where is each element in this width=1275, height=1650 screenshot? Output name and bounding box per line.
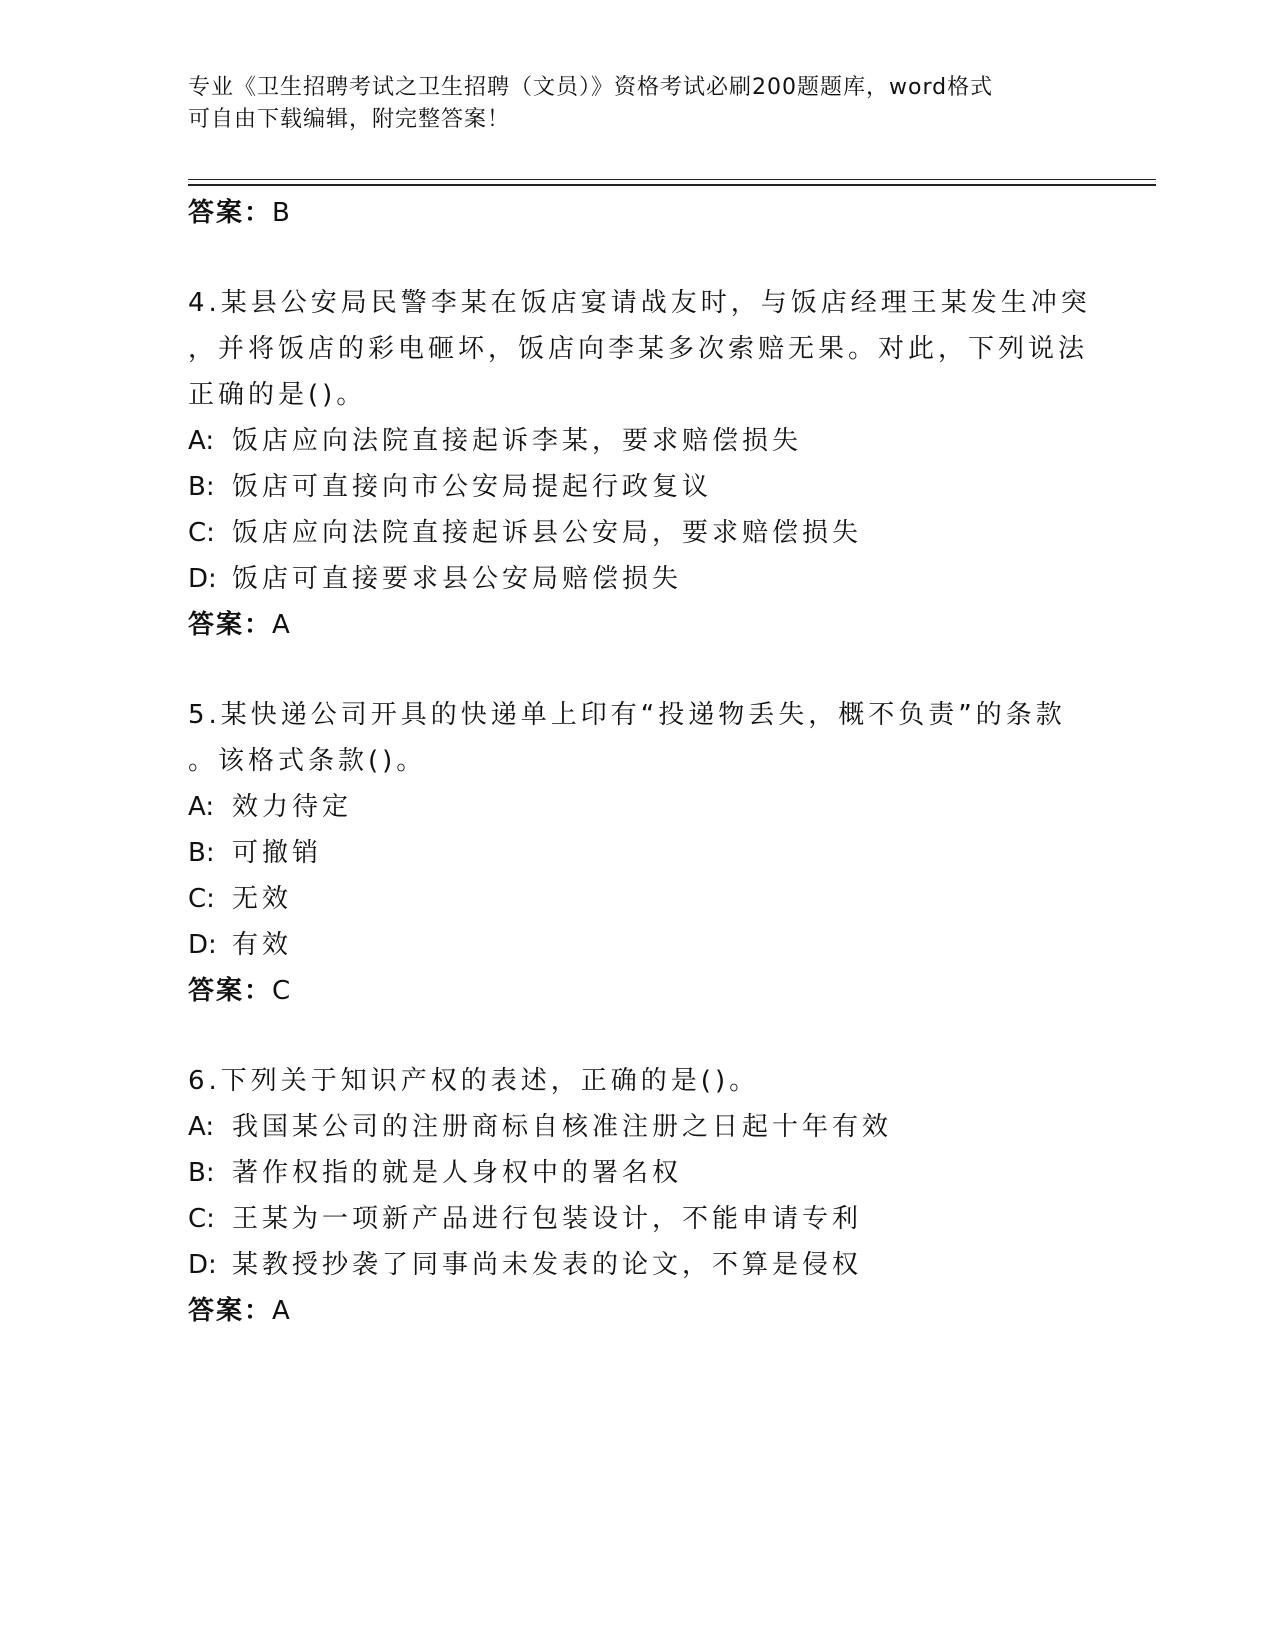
option-text: 某教授抄袭了同事尚未发表的论文，不算是侵权 [232,1250,863,1280]
option-text: 可撤销 [232,838,323,868]
question-6 [188,1058,1088,1334]
header-line-1: 专业《卫生招聘考试之卫生招聘（文员）》资格考试必刷200题题库，word格式 [188,75,994,100]
question-5 [188,692,1088,1014]
option-text: 王某为一项新产品进行包装设计，不能申请专利 [232,1204,863,1234]
option-text: 我国某公司的注册商标自核准注册之日起十年有效 [232,1112,893,1142]
header-divider-thick [188,184,1156,186]
option-b [188,464,1088,510]
spacer [188,236,1088,280]
option-c [188,876,1088,922]
option-key: D: [188,1250,217,1280]
answer-previous [188,190,1088,236]
option-d [188,922,1088,968]
document-header [188,72,1068,136]
header-line-2: 可自由下载编辑，附完整答案！ [188,107,511,132]
option-key: B: [188,838,215,868]
spacer [188,1014,1088,1058]
answer-label: 答案： [188,198,273,228]
question-stem-line: 。该格式条款()。 [188,746,427,776]
header-divider-thin [188,179,1156,180]
option-c [188,510,1088,556]
question-4 [188,280,1091,648]
option-key: B: [188,1158,215,1188]
spacer [188,648,1088,692]
option-text: 效力待定 [232,792,353,822]
question-stem-line: 5.某快递公司开具的快递单上印有“投递物丢失，概不负责”的条款 [188,700,1066,730]
option-text: 著作权指的就是人身权中的署名权 [232,1158,683,1188]
option-a [188,418,1088,464]
option-d [188,556,1088,602]
option-d [188,1242,1088,1288]
option-key: C: [188,1204,215,1234]
option-text: 饭店可直接要求县公安局赔偿损失 [232,564,683,594]
option-b [188,830,1088,876]
option-key: D: [188,930,217,960]
document-body [188,190,1091,1334]
question-stem-line: 正确的是()。 [188,380,367,410]
option-key: D: [188,564,217,594]
option-key: A: [188,426,215,456]
answer-label: 答案： [188,610,273,640]
option-text: 有效 [232,930,293,960]
option-text: 饭店应向法院直接起诉李某，要求赔偿损失 [232,426,803,456]
option-key: A: [188,1112,215,1142]
option-a [188,1104,1088,1150]
option-text: 饭店可直接向市公安局提起行政复议 [232,472,713,502]
answer-line [188,602,1088,648]
option-key: C: [188,884,215,914]
answer-label: 答案： [188,1296,273,1326]
answer-value: C [272,976,293,1006]
answer-label: 答案： [188,976,273,1006]
option-a [188,784,1088,830]
option-key: A: [188,792,215,822]
answer-value: A [272,1296,292,1326]
option-text: 无效 [232,884,293,914]
option-key: B: [188,472,215,502]
question-stem-line: 4.某县公安局民警李某在饭店宴请战友时，与饭店经理王某发生冲突 [188,288,1091,318]
question-stem-line: ，并将饭店的彩电砸坏，饭店向李某多次索赔无果。对此，下列说法 [188,334,1089,364]
answer-line [188,1288,1088,1334]
answer-value: A [272,610,292,640]
answer-line [188,968,1088,1014]
answer-value: B [272,198,292,228]
option-b [188,1150,1088,1196]
option-c [188,1196,1088,1242]
option-key: C: [188,518,215,548]
option-text: 饭店应向法院直接起诉县公安局，要求赔偿损失 [232,518,863,548]
question-stem-line: 6.下列关于知识产权的表述，正确的是()。 [188,1066,760,1096]
